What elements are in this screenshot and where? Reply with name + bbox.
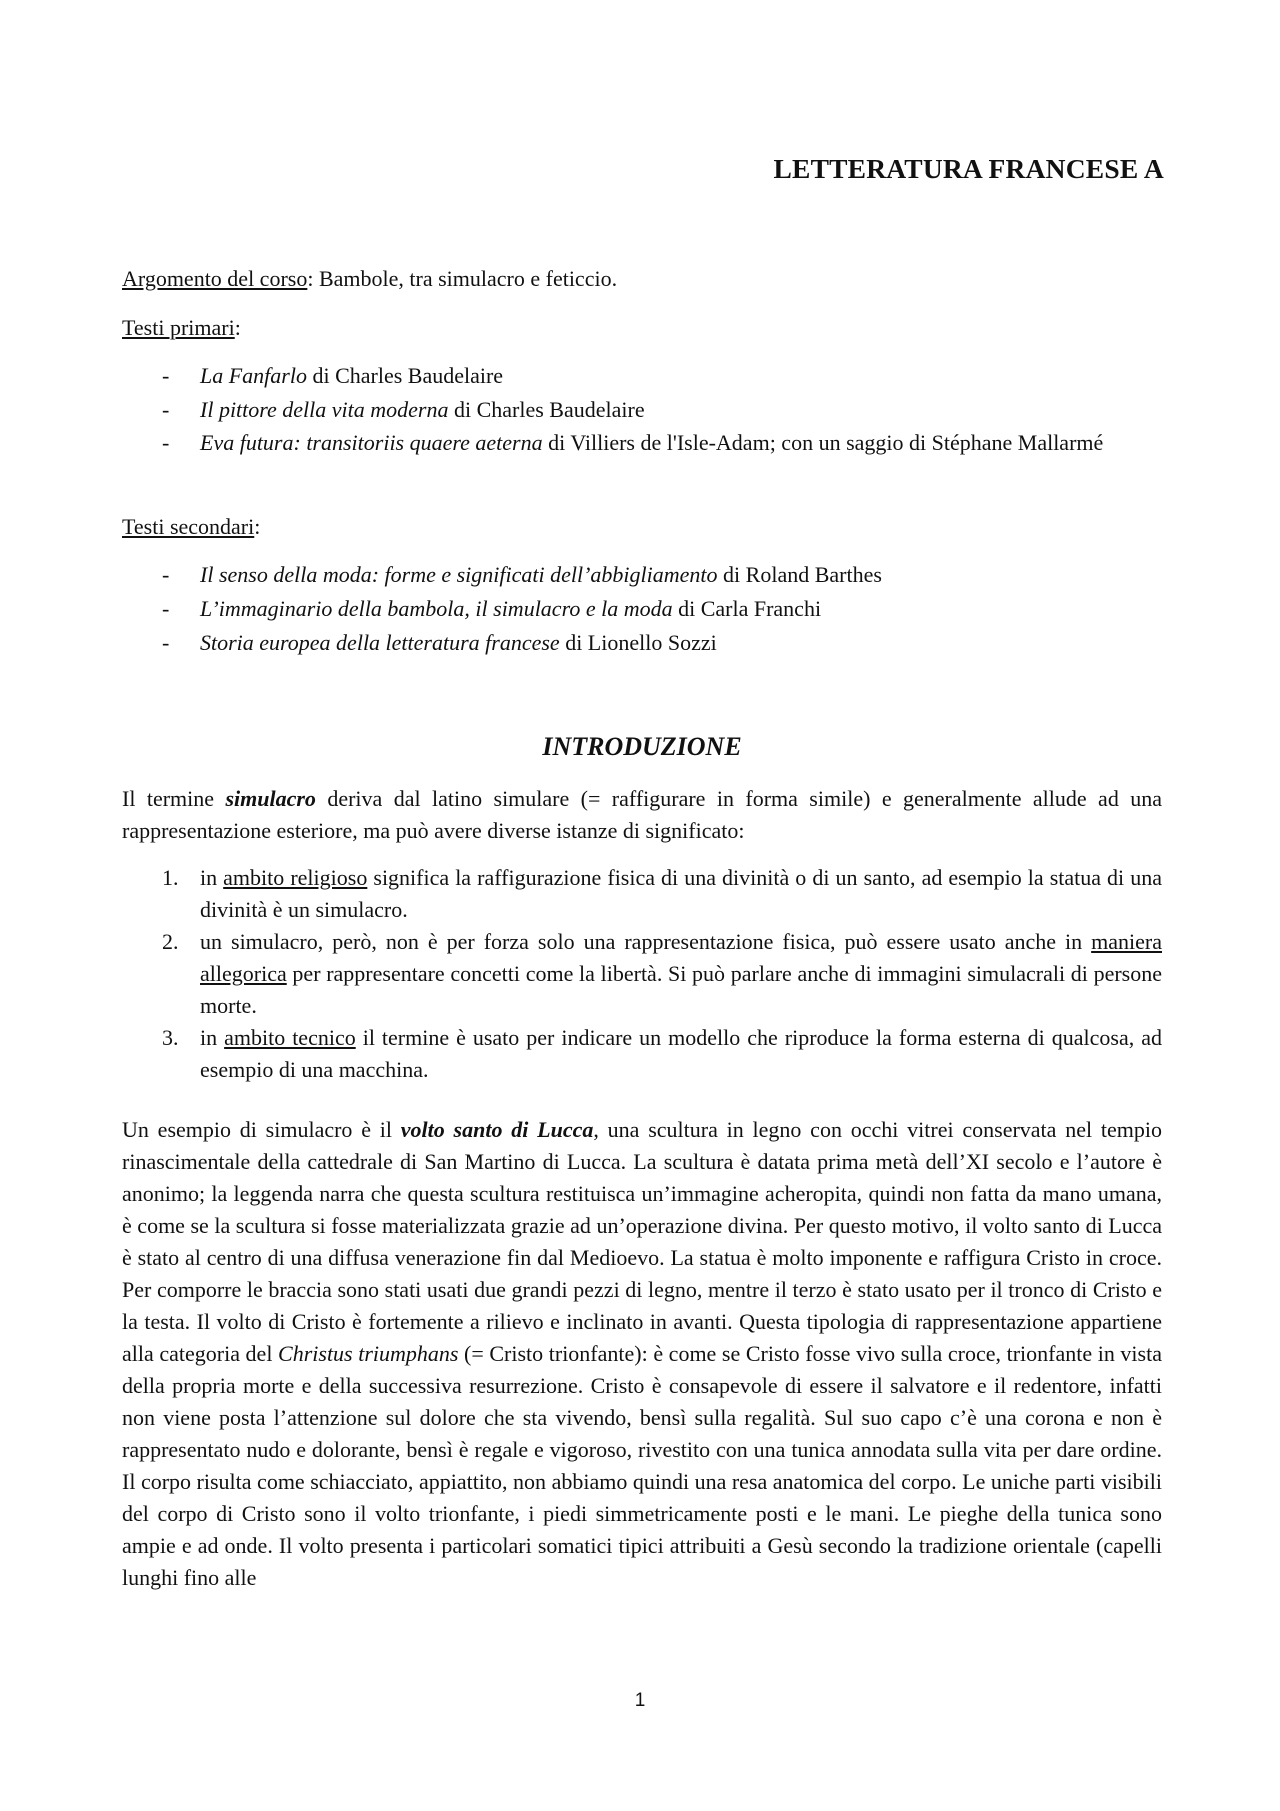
book-title: Il pittore della vita moderna [200,397,449,422]
text-run: deriva dal latino simulare (= raffigurare in forma simile) e generalmente allude ad una rappresentazione esteriore, ma può avere diverse istanze di significato: [122,786,1162,843]
dash-bullet: - [162,596,170,621]
list-item [122,926,1162,1022]
text-run: per rappresentare concetti come la libertà. Si può parlare anche di immagini simulacrali di persone morte. [200,961,1162,1018]
list-item [122,393,1162,427]
book-author: di Villiers de l'Isle-Adam; con un saggio di Stéphane Mallarmé [542,430,1104,455]
key-term: simulacro [225,786,316,811]
primary-texts-list [122,359,1162,459]
book-title: La Fanfarlo [200,363,307,388]
list-item [122,626,1162,660]
course-topic-label: Argomento del corso [122,266,308,291]
introduction-heading-wrap [122,731,1162,763]
text-run: il termine è usato per indicare un modello che riproduce la forma esterna di qualcosa, ad esempio di una macchina. [200,1025,1162,1082]
book-author: di Carla Franchi [672,596,822,621]
document-title: LETTERATURA FRANCESE A [773,153,1164,184]
list-item [122,592,1162,626]
underlined-term: maniera allegorica [200,929,1162,986]
book-title: L’immaginario della bambola, il simulacro e la moda [200,596,673,621]
list-item [122,1022,1162,1086]
underlined-term: ambito tecnico [224,1025,356,1050]
intro-paragraph-2 [122,1114,1162,1594]
primary-texts-colon: : [234,315,241,340]
dash-bullet: - [162,430,170,455]
book-author: di Lionello Sozzi [559,630,717,655]
page-number: 1 [634,1690,646,1711]
meanings-list-wrap [122,862,1162,1086]
book-title: Eva futura: transitoriis quaere aeterna [200,430,543,455]
course-topic-separator: : [307,266,319,291]
list-item [122,427,1162,459]
text-run: Un esempio di simulacro è il [122,1117,401,1142]
secondary-texts-list [122,558,1162,660]
italic-term: Christus triumphans [278,1341,459,1366]
book-author: di Roland Barthes [717,562,882,587]
meanings-list [122,862,1162,1086]
list-number: 1. [162,865,179,890]
dash-bullet: - [162,397,170,422]
dash-bullet: - [162,630,170,655]
book-title: Il senso della moda: forme e significati dell’abbigliamento [200,562,718,587]
text-run: in [200,1025,225,1050]
primary-texts-label: Testi primari [122,315,235,340]
dash-bullet: - [162,363,170,388]
list-number: 3. [162,1025,179,1050]
text-run: un simulacro, però, non è per forza solo una rappresentazione fisica, può essere usato anche in [200,929,1092,954]
list-item [122,862,1162,926]
secondary-texts-colon: : [254,514,261,539]
book-title: Storia europea della letteratura francese [200,630,560,655]
list-number: 2. [162,929,179,954]
primary-texts-section [122,312,1162,459]
text-run: in [200,865,224,890]
secondary-texts-label: Testi secondari [122,514,255,539]
book-author: di Charles Baudelaire [306,363,504,388]
text-run: (= Cristo trionfante): è come se Cristo fosse vivo sulla croce, trionfante in vista della propria morte e della successiva resurrezione. Cristo è consapevole di essere il salvatore e il redentore, infatti non viene posta l’attenzione sul dolore che sta vivendo, bensì sulla regalità. Sul suo capo c’è una corona e non è rappresentato nudo e dolorante, bensì è regale e vigoroso, rivestito con una tunica annodata sulla vita per dare ordine. Il corpo risulta come schiacciato, appiattito, non abbiamo quindi una resa anatomica del corpo. Le uniche parti visibili del corpo di Cristo sono il volto trionfante, i piedi simmetricamente posti e le mani. Le pieghe della tunica sono ampie e ad onde. Il volto presenta i particolari somatici tipici attribuiti a Gesù secondo la tradizione orientale (capelli lunghi fino alle [122,1341,1162,1590]
key-term: volto santo di Lucca [400,1117,594,1142]
list-item [122,558,1162,592]
underlined-term: ambito religioso [223,865,368,890]
text-run: Il termine [122,786,226,811]
text-run: significa la raffigurazione fisica di una divinità o di un santo, ad esempio la statua di una divinità è un simulacro. [200,865,1162,922]
list-item [122,359,1162,393]
intro-paragraph-1 [122,783,1162,847]
secondary-texts-section [122,511,1162,660]
book-author: di Charles Baudelaire [448,397,645,422]
section-title: INTRODUZIONE [542,732,742,761]
course-topic-value: Bambole, tra simulacro e feticcio. [318,266,618,291]
course-topic [122,263,1162,295]
text-run: , una scultura in legno con occhi vitrei conservata nel tempio rinascimentale della cattedrale di San Martino di Lucca. La scultura è datata prima metà dell’XI secolo e l’autore è anonimo; la leggenda narra che questa scultura restituisca un’immagine acheropita, quindi non fatta da mano umana, è come se la scultura si fosse materializzata grazie ad un’operazione divina. Per questo motivo, il volto santo di Lucca è stato al centro di una diffusa venerazione fin dal Medioevo. La statua è molto imponente e raffigura Cristo in croce. Per comporre le braccia sono stati usati due grandi pezzi di legno, mentre il terzo è stato usato per il tronco di Cristo e la testa. Il volto di Cristo è fortemente a rilievo e inclinato in avanti. Questa tipologia di rappresentazione appartiene alla categoria del [122,1117,1162,1366]
dash-bullet: - [162,562,170,587]
